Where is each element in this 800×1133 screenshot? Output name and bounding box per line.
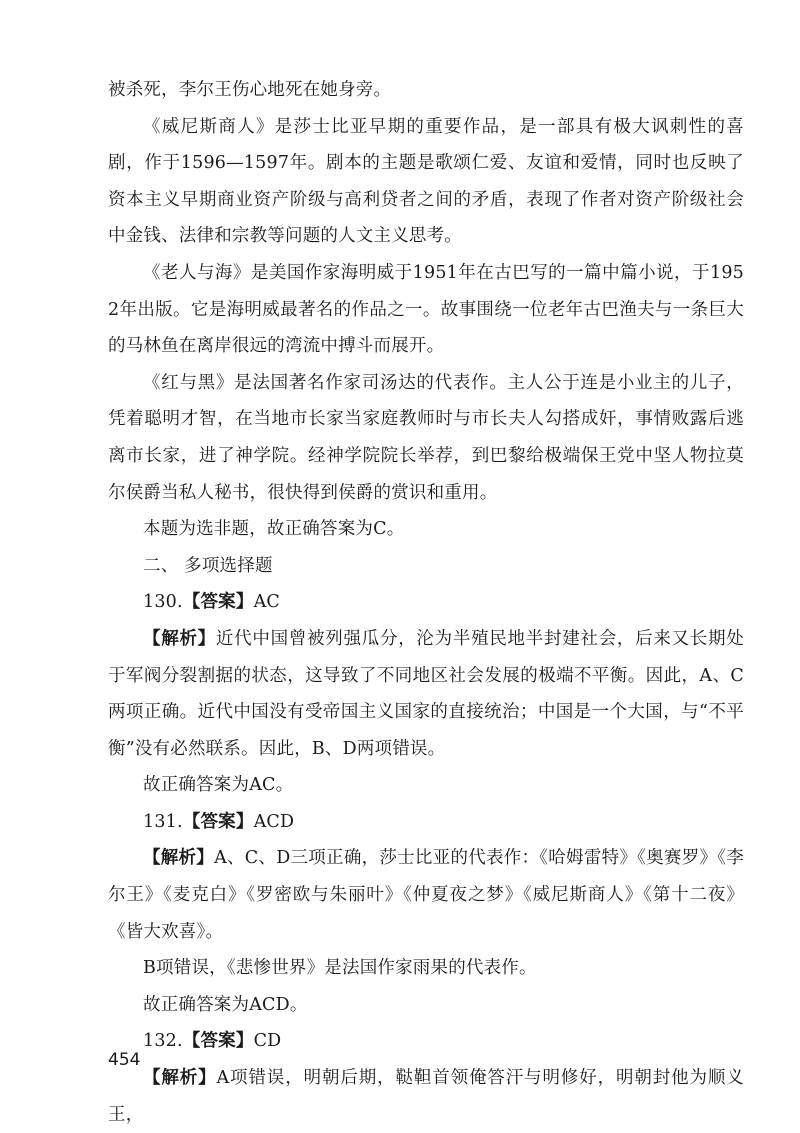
paragraph-lear-ending: 被杀死，李尔王伤心地死在她身旁。 — [108, 80, 392, 100]
q130-analysis-text: 近代中国曾被列强瓜分，沦为半殖民地半封建社会，后来又长期处于军阀分裂割据的状态，这导致了不同地区社会发展的极端不平衡。因此，A、C两项正确。近代中国没有受帝国主义国家的直接统治；中国是一个大国，与“不平衡”没有必然联系。因此，B、D两项错误。 — [108, 628, 744, 759]
q131-answer-line — [108, 804, 744, 841]
q131-answer-tag: 【答案】 — [182, 811, 254, 832]
q132-answer-tag: 【答案】 — [182, 1031, 254, 1052]
page-number: 454 — [108, 1050, 141, 1070]
q130-number: 130. — [143, 592, 183, 613]
q131-answer-value: ACD — [253, 811, 295, 832]
q131-extra: B项错误，《悲惨世界》是法国作家雨果的代表作。 — [143, 958, 537, 979]
paragraph-q129-conclusion: 本题为选非题，故正确答案为C。 — [143, 519, 405, 540]
q131-conclusion: 故正确答案为ACD。 — [143, 994, 308, 1015]
q131-number: 131. — [143, 811, 183, 832]
q132-answer-value: CD — [253, 1031, 282, 1052]
q131-analysis-tag: 【解析】 — [143, 848, 215, 869]
page-body — [108, 72, 744, 1133]
q130-answer-tag: 【答案】 — [182, 592, 254, 613]
q131-analysis-text: A、C、D三项正确，莎士比亚的代表作：《哈姆雷特》《奥赛罗》《李尔王》《麦克白》《罗密欧与朱丽叶》《仲夏夜之梦》《威尼斯商人》《第十二夜》《皆大欢喜》。 — [108, 848, 744, 942]
q132-answer-line — [108, 1023, 744, 1060]
q130-answer-value: AC — [253, 592, 281, 613]
paragraph-old-man-and-sea: 《老人与海》是美国作家海明威于1951年在古巴写的一篇中篇小说，于1952年出版。它是海明威最著名的作品之一。故事围绕一位老年古巴渔夫与一条巨大的马林鱼在离岸很远的湾流中搏斗而展开。 — [108, 262, 744, 357]
q130-analysis-tag: 【解析】 — [143, 628, 216, 649]
q132-analysis-text: A项错误，明朝后期，鞑靼首领俺答汗与明修好，明朝封他为顺义王， — [108, 1068, 744, 1125]
q132-analysis — [108, 1060, 744, 1133]
q132-analysis-tag: 【解析】 — [143, 1068, 217, 1089]
paragraph-merchant-of-venice: 《威尼斯商人》是莎士比亚早期的重要作品，是一部具有极大讽刺性的喜剧，作于1596—1597年。剧本的主题是歌颂仁爱、友谊和爱情，同时也反映了资本主义早期商业资产阶级与高利贷者之间的矛盾，表现了作者对资产阶级社会中金钱、法律和宗教等问题的人文主义思考。 — [108, 116, 744, 247]
q130-analysis — [108, 621, 744, 767]
section-heading-multiple-choice: 二、 多项选择题 — [143, 555, 273, 576]
paragraph-red-and-black: 《红与黑》是法国著名作家司汤达的代表作。主人公于连是小业主的儿子，凭着聪明才智，在当地市长家当家庭教师时与市长夫人勾搭成奸，事情败露后逃离市长家，进了神学院。经神学院院长举荐，到巴黎给极端保王党中坚人物拉莫尔侯爵当私人秘书，很快得到侯爵的赏识和重用。 — [108, 372, 744, 503]
q130-answer-line — [108, 584, 744, 621]
q131-analysis — [108, 840, 744, 950]
q132-number: 132. — [143, 1031, 183, 1052]
q130-conclusion: 故正确答案为AC。 — [143, 775, 294, 796]
